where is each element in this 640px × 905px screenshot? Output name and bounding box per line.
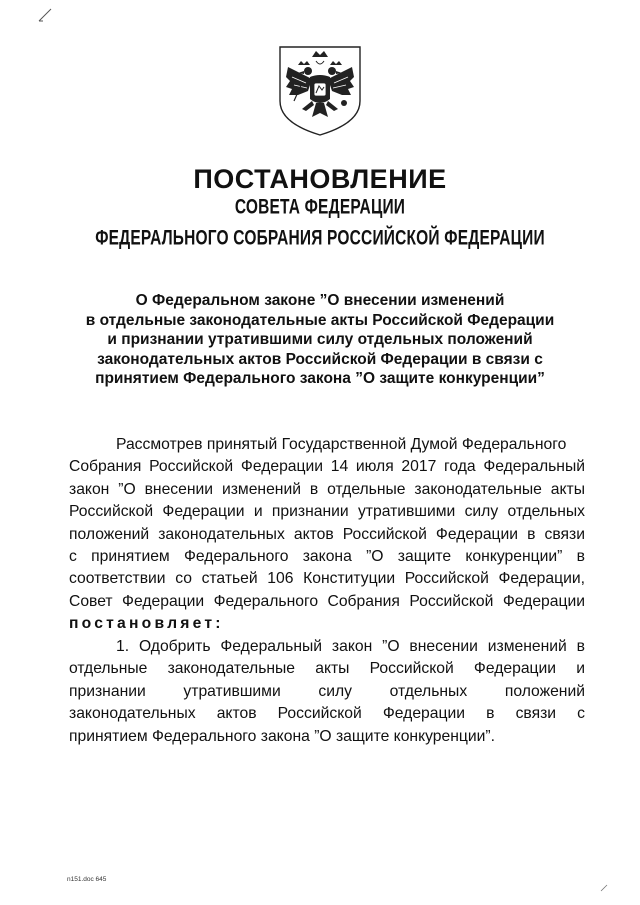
preamble-line: Совет Федерации Федерального Собрания Российской Федерации bbox=[69, 592, 585, 610]
document-subtitle-2: ФЕДЕРАЛЬНОГО СОБРАНИЯ РОССИЙСКОЙ ФЕДЕРАЦИИ bbox=[95, 227, 545, 250]
item-line: отдельные законодательные акты Российской Федерации и bbox=[69, 660, 585, 678]
preamble-line: закон ”О внесении изменений в отдельные законодательные акты bbox=[69, 480, 585, 498]
russian-coat-of-arms-icon bbox=[272, 43, 368, 139]
item-1-paragraph bbox=[69, 636, 585, 748]
preamble-line: положений законодательных актов Российской Федерации в связи bbox=[69, 525, 585, 543]
subject-heading bbox=[40, 291, 600, 389]
decree-word: постановляет: bbox=[69, 615, 224, 633]
subject-line: законодательных актов Российской Федерации в связи с bbox=[97, 350, 543, 368]
preamble-line: Рассмотрев принятый Государственной Думой Федерального bbox=[116, 436, 567, 453]
corner-mark-icon bbox=[600, 884, 608, 892]
file-reference: n151.doc 645 bbox=[67, 876, 107, 883]
preamble-line: Российской Федерации и признании утратившими силу отдельных bbox=[69, 503, 585, 521]
preamble-line: соответствии со статьей 106 Конституции Российской Федерации, bbox=[69, 570, 585, 588]
item-line: принятием Федерального закона ”О защите конкуренции”. bbox=[69, 727, 495, 745]
item-line: признании утратившими силу отдельных положений bbox=[69, 682, 585, 700]
item-line: законодательных актов Российской Федерации в связи с bbox=[69, 705, 585, 723]
subject-line: и признании утратившими силу отдельных положений bbox=[107, 331, 533, 348]
subject-line: в отдельные законодательные акты Российской Федерации bbox=[85, 311, 555, 329]
subject-line: О Федеральном законе ”О внесении изменений bbox=[135, 292, 505, 309]
item-line: 1. Одобрить Федеральный закон ”О внесении изменений в bbox=[116, 638, 585, 655]
corner-mark-icon bbox=[38, 8, 52, 22]
preamble-line: с принятием Федерального закона ”О защите конкуренции” в bbox=[69, 548, 585, 566]
document-subtitle-1: СОВЕТА ФЕДЕРАЦИИ bbox=[234, 196, 406, 219]
preamble-line: Собрания Российской Федерации 14 июля 2017 года Федеральный bbox=[69, 458, 585, 476]
subject-line: принятием Федерального закона ”О защите конкуренции” bbox=[95, 370, 545, 387]
document-title: ПОСТАНОВЛЕНИЕ bbox=[193, 164, 447, 194]
preamble-paragraph bbox=[69, 434, 585, 636]
